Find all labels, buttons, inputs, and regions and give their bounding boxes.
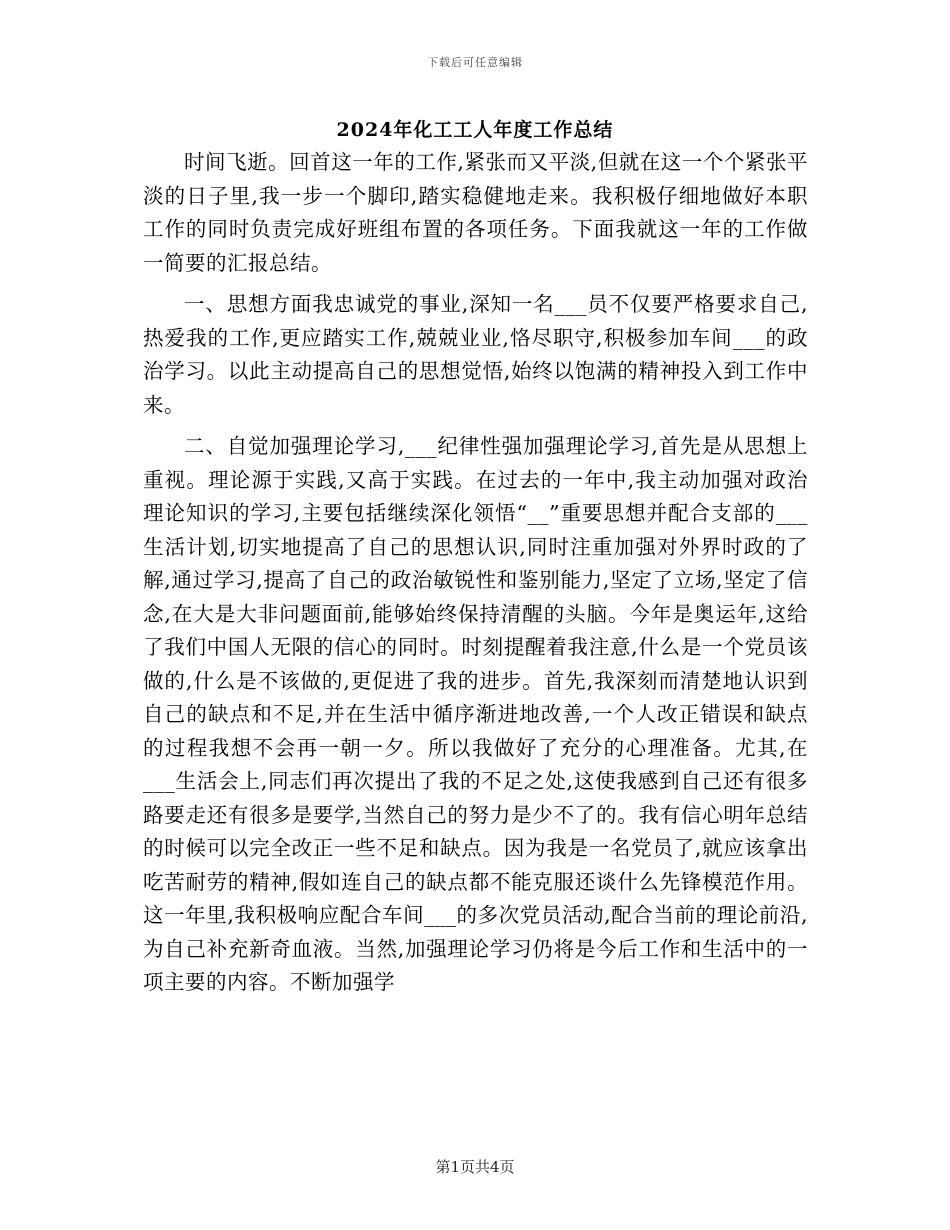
- document-title: 2024年化工工人年度工作总结: [336, 119, 614, 141]
- paragraph-ideology: 一、思想方面我忠诚党的事业,深知一名___员不仅要严格要求自己,热爱我的工作,更应踏实工作,兢兢业业,恪尽职守,积极参加车间___的政治学习。以此主动提高自己的思想觉悟,始终以饱满的精神投入到工作中来。: [143, 292, 808, 417]
- paragraph-theory-study: 二、自觉加强理论学习,___纪律性强加强理论学习,首先是从思想上重视。理论源于实践,又高于实践。在过去的一年中,我主动加强对政治理论知识的学习,主要包括继续深化领悟“__”重要思想并配合支部的___生活计划,切实地提高了自己的思想认识,同时注重加强对外界时政的了解,通过学习,提高了自己的政治敏锐性和鉴别能力,坚定了立场,坚定了信念,在大是大非问题面前,能够始终保持清醒的头脑。今年是奥运年,这给了我们中国人无限的信心的同时。时刻提醒着我注意,什么是一个党员该做的,什么是不该做的,更促进了我的进步。首先,我深刻而清楚地认识到自己的缺点和不足,并在生活中循序渐进地改善,一个人改正错误和缺点的过程我想不会再一朝一夕。所以我做好了充分的心理准备。尤其,在___生活会上,同志们再次提出了我的不足之处,这使我感到自己还有很多路要走还有很多是要学,当然自己的努力是少不了的。我有信心明年总结的时候可以完全改正一些不足和缺点。因为我是一名党员了,就应该拿出吃苦耐劳的精神,假如连自己的缺点都不能克服还谈什么先锋模范作用。这一年里,我积极响应配合车间___的多次党员活动,配合当前的理论前沿,为自己补充新奇血液。当然,加强理论学习仍将是今后工作和生活中的一项主要的内容。不断加强学: [143, 434, 808, 994]
- page-header-note: 下载后可任意编辑: [427, 56, 523, 69]
- document-body: [143, 146, 808, 1000]
- page-number: 第1页共4页: [435, 1158, 515, 1176]
- paragraph-intro: 时间飞逝。回首这一年的工作,紧张而又平淡,但就在这一个个紧张平淡的日子里,我一步一个脚印,踏实稳健地走来。我积极仔细地做好本职工作的同时负责完成好班组布置的各项任务。下面我就这一年的工作做一简要的汇报总结。: [143, 150, 808, 275]
